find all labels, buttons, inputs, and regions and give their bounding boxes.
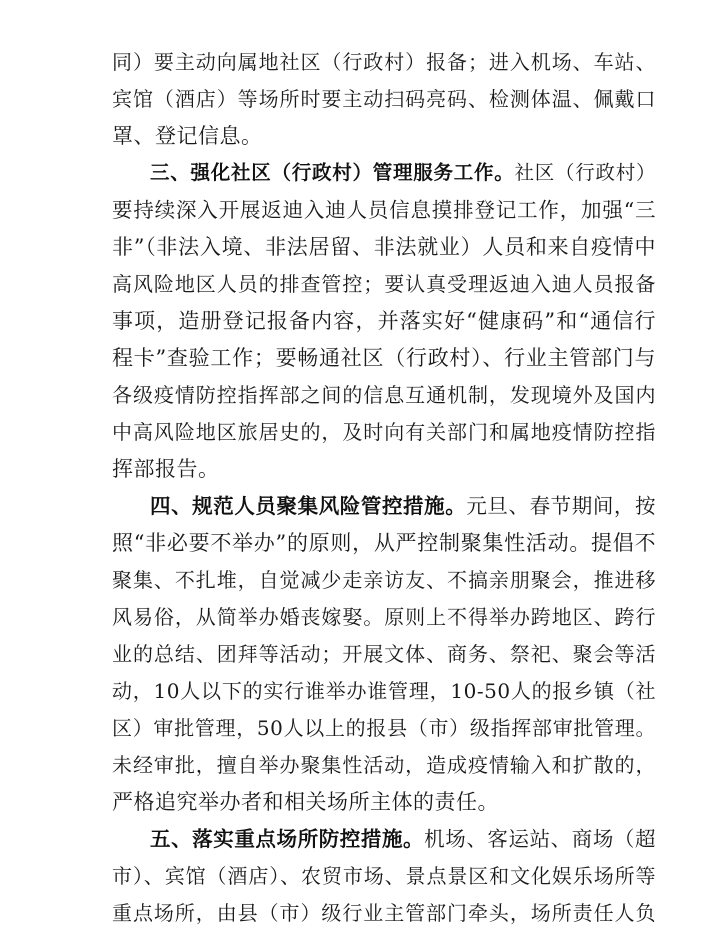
body-line: 动，10人以下的实行谁举办谁管理，10-50人的报乡镇（社 [112, 679, 656, 703]
body-line: 聚集、不扎堆，自觉减少走亲访友、不搞亲朋聚会，推进移 [112, 568, 656, 592]
section-5-heading-line: 五、落实重点场所防控措施。机场、客运站、商场（超 [150, 827, 657, 851]
body-line: 业的总结、团拜等活动；开展文体、商务、祭祀、聚会等活 [112, 642, 656, 666]
section-3-heading-line: 三、强化社区（行政村）管理服务工作。社区（行政村） [150, 161, 656, 184]
body-line: 风易俗，从简举办婚丧嫁娶。原则上不得举办跨地区、跨行 [112, 605, 656, 629]
body-line: 严格追究举办者和相关场所主体的责任。 [112, 790, 499, 814]
body-line: 未经审批，擅自举办聚集性活动，造成疫情输入和扩散的， [112, 753, 656, 777]
body-line: 中高风险地区旅居史的，及时向有关部门和属地疫情防控指 [112, 420, 656, 444]
body-line: 同）要主动向属地社区（行政村）报备；进入机场、车站、 [112, 50, 656, 74]
body-line: 宾馆（酒店）等场所时要主动扫码亮码、检测体温、佩戴口 [112, 87, 656, 111]
body-line: 市）、宾馆（酒店）、农贸市场、景点景区和文化娱乐场所等 [112, 864, 656, 888]
section-5-heading: 五、落实重点场所防控措施。 [150, 827, 425, 851]
body-line: 要持续深入开展返迪入迪人员信息摸排登记工作，加强“三 [112, 198, 656, 222]
section-4-heading-line: 四、规范人员聚集风险管控措施。元旦、春节期间，按 [150, 494, 657, 518]
body-line: 罩、登记信息。 [112, 124, 263, 148]
body-line: 事项，造册登记报备内容，并落实好“健康码”和“通信行 [112, 309, 656, 333]
body-line: 高风险地区人员的排查管控；要认真受理返迪入迪人员报备 [112, 272, 656, 296]
body-line: 照“非必要不举办”的原则，从严控制聚集性活动。提倡不 [112, 531, 656, 555]
body-line: 挥部报告。 [112, 457, 220, 481]
body-line: 重点场所，由县（市）级行业主管部门牵头，场所责任人负 [112, 901, 656, 925]
body-line: 区）审批管理，50人以上的报县（市）级指挥部审批管理。 [112, 716, 656, 740]
body-line: 各级疫情防控指挥部之间的信息互通机制，发现境外及国内 [112, 383, 656, 407]
section-4-heading: 四、规范人员聚集风险管控措施。 [150, 494, 467, 518]
section-3-heading: 三、强化社区（行政村）管理服务工作。 [150, 161, 515, 184]
body-line: 非”（非法入境、非法居留、非法就业）人员和来自疫情中 [112, 235, 656, 259]
body-line: 程卡”查验工作；要畅通社区（行政村）、行业主管部门与 [112, 346, 656, 370]
